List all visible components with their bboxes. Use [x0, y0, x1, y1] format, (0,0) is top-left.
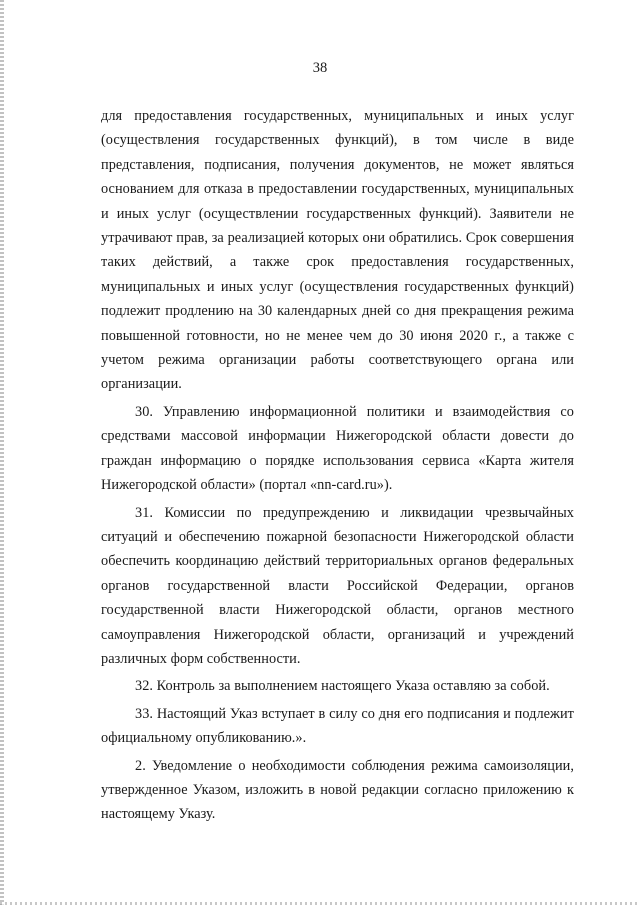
- scan-edge-left: [0, 0, 4, 905]
- paragraph-item-33: 33. Настоящий Указ вступает в силу со дня его подписания и подлежит официальному опубликованию.».: [101, 705, 574, 747]
- paragraph-item-32: 32. Контроль за выполнением настоящего Указа оставляю за собой.: [135, 678, 550, 695]
- paragraph-continuation: для предоставления государственных, муниципальных и иных услуг (осуществления государственных функций), в том числе в виде представления, подписания, получения документов, не может являться основанием для отказа в предоставлении государственных, муниципальных и иных услуг (осуществлении государственных функций). Заявители не утрачивают прав, за реализацией которых они обратились. Срок совершения таких действий, а также срок предоставления государственных, муниципальных и иных услуг (осуществления государственных функций) подлежит продлению на 30 календарных дней со дня прекращения режима повышенной готовности, но не менее чем до 30 июня 2020 г., а также с учетом режима организации работы соответствующего органа или организации.: [101, 108, 574, 393]
- paragraph-item-30: 30. Управлению информационной политики и взаимодействия со средствами массовой информации Нижегородской области довести до граждан информацию о порядке использования сервиса «Карта жителя Нижегородской области» (портал «nn-card.ru»).: [101, 403, 574, 494]
- paragraph-item-31: 31. Комиссии по предупреждению и ликвидации чрезвычайных ситуаций и обеспечению пожарной безопасности Нижегородской области обеспечить координацию действий территориальных органов федеральных органов государственной власти Российской Федерации, органов государственной власти Нижегородской области, органов местного самоуправления Нижегородской области, организаций и учреждений различных форм собственности.: [101, 504, 574, 667]
- document-body: [101, 104, 574, 827]
- page-number: 38: [312, 60, 328, 76]
- paragraph-item-2: 2. Уведомление о необходимости соблюдения режима самоизоляции, утвержденное Указом, изложить в новой редакции согласно приложению к настоящему Указу.: [101, 757, 574, 823]
